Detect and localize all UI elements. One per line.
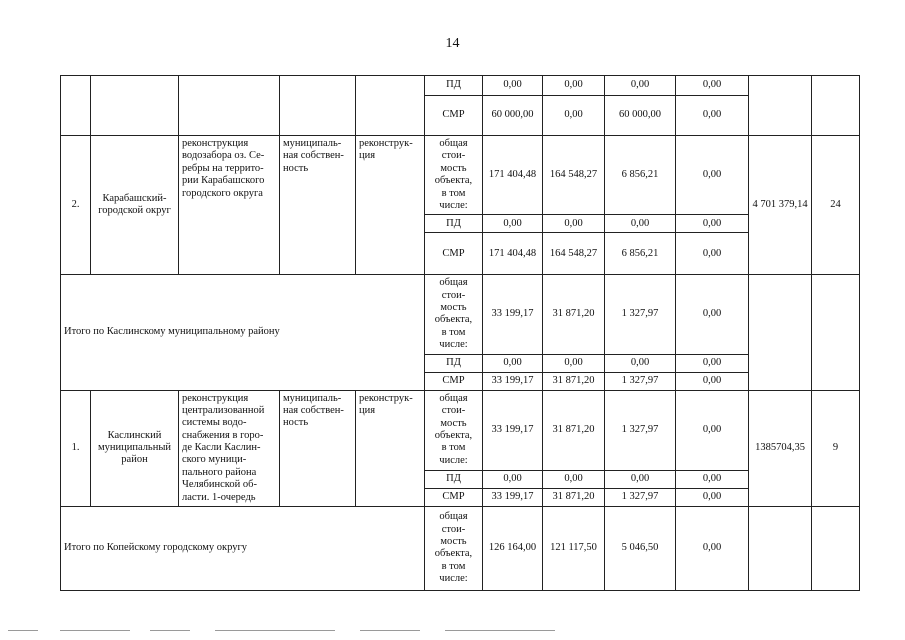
row-label: общая стои- мость объекта, в том числе:: [425, 275, 483, 354]
description-cell: [179, 76, 280, 136]
scan-bottom-edge: [0, 630, 905, 631]
count-cell: [812, 275, 860, 390]
value-cell: 0,00: [676, 76, 749, 96]
total-sum-cell: [749, 506, 812, 590]
value-cell: 0,00: [676, 96, 749, 136]
table-row: [61, 76, 860, 96]
value-cell: 0,00: [676, 275, 749, 354]
description-cell: реконструкция водозабора оз. Се- ребры на террито- рии Карабашского городского округа: [179, 136, 280, 275]
value-cell: 31 871,20: [543, 488, 605, 506]
row-label: общая стои- мость объекта, в том числе:: [425, 136, 483, 215]
value-cell: 31 871,20: [543, 390, 605, 470]
table-row: [61, 275, 860, 354]
page-number: 14: [445, 36, 460, 51]
work-type-cell: реконструк- ция: [356, 136, 425, 275]
count-cell: [812, 76, 860, 136]
value-cell: 60 000,00: [605, 96, 676, 136]
value-cell: 121 117,50: [543, 506, 605, 590]
value-cell: 171 404,48: [483, 233, 543, 275]
row-label: СМР: [425, 233, 483, 275]
value-cell: 164 548,27: [543, 136, 605, 215]
value-cell: 0,00: [483, 76, 543, 96]
value-cell: 0,00: [605, 76, 676, 96]
value-cell: 1 327,97: [605, 275, 676, 354]
value-cell: 31 871,20: [543, 372, 605, 390]
value-cell: 0,00: [543, 470, 605, 488]
value-cell: 0,00: [543, 96, 605, 136]
value-cell: 33 199,17: [483, 372, 543, 390]
value-cell: 33 199,17: [483, 390, 543, 470]
total-sum-cell: [749, 275, 812, 390]
district-cell: [91, 76, 179, 136]
row-label: ПД: [425, 470, 483, 488]
value-cell: 0,00: [543, 354, 605, 372]
row-label: общая стои- мость объекта, в том числе:: [425, 390, 483, 470]
value-cell: 31 871,20: [543, 275, 605, 354]
row-label: СМР: [425, 96, 483, 136]
row-label: общая стои- мость объекта, в том числе:: [425, 506, 483, 590]
count-cell: [812, 506, 860, 590]
total-sum-cell: [749, 76, 812, 136]
work-type-cell: реконструк- ция: [356, 390, 425, 506]
description-cell: реконструкция централизованной системы водо- снабжения в горо- де Касли Каслин- ского муници- пального района Челябинской об- ласти. 1-очередь: [179, 390, 280, 506]
total-sum-cell: 1385704,35: [749, 390, 812, 506]
value-cell: 1 327,97: [605, 390, 676, 470]
work-type-cell: [356, 76, 425, 136]
value-cell: 126 164,00: [483, 506, 543, 590]
value-cell: 0,00: [676, 136, 749, 215]
row-label: СМР: [425, 372, 483, 390]
table-row: [61, 506, 860, 590]
count-cell: 9: [812, 390, 860, 506]
ownership-cell: муниципаль- ная собствен- ность: [280, 136, 356, 275]
value-cell: 33 199,17: [483, 275, 543, 354]
value-cell: 0,00: [676, 506, 749, 590]
table-row: [61, 390, 860, 470]
value-cell: 0,00: [543, 215, 605, 233]
investment-table: [60, 75, 860, 591]
value-cell: 60 000,00: [483, 96, 543, 136]
row-label: ПД: [425, 76, 483, 96]
value-cell: 0,00: [483, 354, 543, 372]
value-cell: 171 404,48: [483, 136, 543, 215]
row-label: ПД: [425, 354, 483, 372]
value-cell: 0,00: [676, 354, 749, 372]
value-cell: 0,00: [605, 215, 676, 233]
value-cell: 6 856,21: [605, 136, 676, 215]
total-sum-cell: 4 701 379,14: [749, 136, 812, 275]
section-total-title: Итого по Копейскому городскому округу: [61, 506, 425, 590]
value-cell: 0,00: [483, 215, 543, 233]
value-cell: 0,00: [676, 470, 749, 488]
value-cell: 0,00: [676, 233, 749, 275]
value-cell: 0,00: [605, 354, 676, 372]
num-cell: 1.: [61, 390, 91, 506]
district-cell: Карабашский- городской округ: [91, 136, 179, 275]
num-cell: [61, 76, 91, 136]
ownership-cell: муниципаль- ная собствен- ность: [280, 390, 356, 506]
section-total-title: Итого по Каслинскому муниципальному району: [61, 275, 425, 390]
value-cell: 5 046,50: [605, 506, 676, 590]
value-cell: 1 327,97: [605, 372, 676, 390]
value-cell: 0,00: [676, 390, 749, 470]
value-cell: 0,00: [483, 470, 543, 488]
num-cell: 2.: [61, 136, 91, 275]
ownership-cell: [280, 76, 356, 136]
table-row: [61, 136, 860, 215]
value-cell: 1 327,97: [605, 488, 676, 506]
value-cell: 0,00: [543, 76, 605, 96]
value-cell: 0,00: [676, 215, 749, 233]
row-label: СМР: [425, 488, 483, 506]
value-cell: 6 856,21: [605, 233, 676, 275]
row-label: ПД: [425, 215, 483, 233]
value-cell: 0,00: [676, 488, 749, 506]
value-cell: 0,00: [605, 470, 676, 488]
value-cell: 33 199,17: [483, 488, 543, 506]
district-cell: Каслинский муниципальный район: [91, 390, 179, 506]
value-cell: 164 548,27: [543, 233, 605, 275]
value-cell: 0,00: [676, 372, 749, 390]
count-cell: 24: [812, 136, 860, 275]
